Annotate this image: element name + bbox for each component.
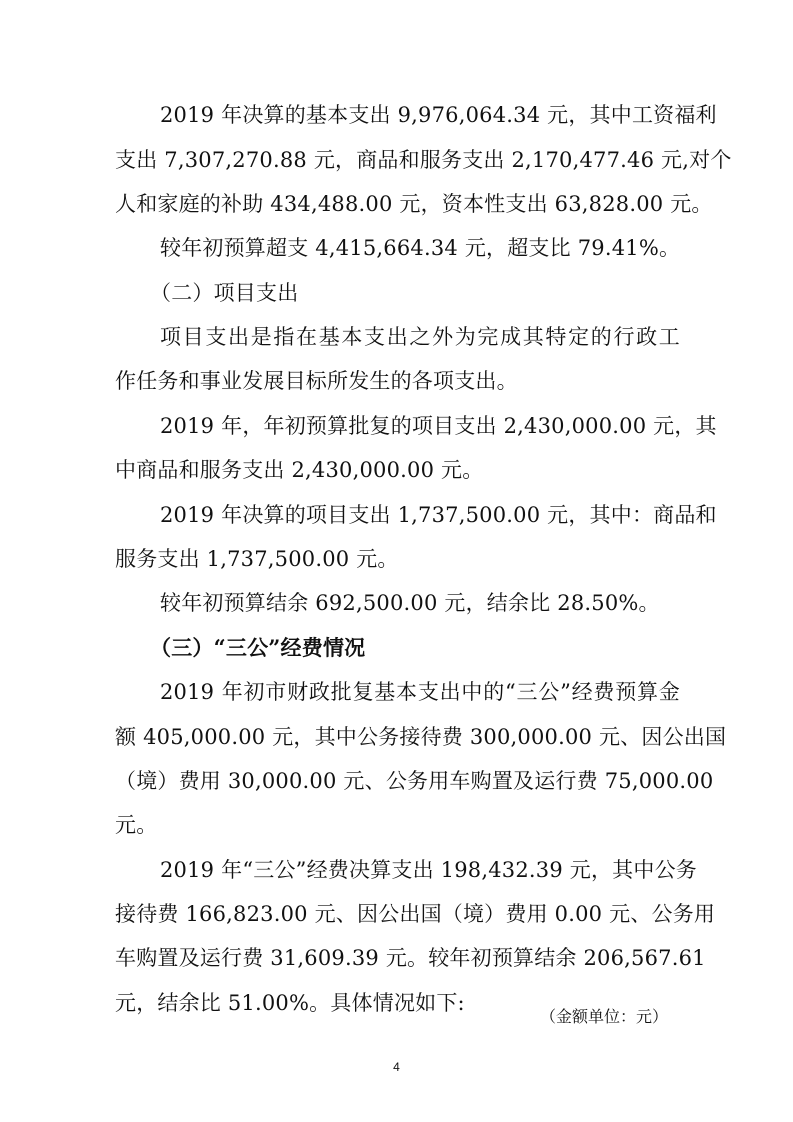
paragraph-overspend: 较年初预算超支 4,415,664.34 元，超支比 79.41%。 bbox=[160, 236, 681, 260]
page-number: 4 bbox=[393, 1060, 400, 1074]
paragraph-three-public-final-line-1: 2019 年“三公”经费决算支出 198,432.39 元，其中公务 bbox=[160, 858, 697, 882]
section-heading-three-public-expenses: （三）“三公”经费情况 bbox=[150, 635, 366, 660]
paragraph-basic-expenditure-line-1: 2019 年决算的基本支出 9,976,064.34 元，其中工资福利 bbox=[160, 103, 717, 127]
paragraph-project-surplus: 较年初预算结余 692,500.00 元，结余比 28.50%。 bbox=[160, 591, 660, 615]
paragraph-three-public-final-line-3: 车购置及运行费 31,609.39 元。较年初预算结余 206,567.61 bbox=[115, 946, 706, 970]
paragraph-project-definition-line-1: 项目支出是指在基本支出之外为完成其特定的行政工 bbox=[160, 325, 680, 349]
paragraph-basic-expenditure-line-3: 人和家庭的补助 434,488.00 元，资本性支出 63,828.00 元。 bbox=[115, 192, 713, 216]
paragraph-basic-expenditure-line-2: 支出 7,307,270.88 元，商品和服务支出 2,170,477.46 元,对个 bbox=[115, 148, 732, 172]
paragraph-project-final-line-2: 服务支出 1,737,500.00 元。 bbox=[115, 547, 399, 571]
paragraph-three-public-budget-line-4: 元。 bbox=[115, 813, 158, 837]
section-heading-project-expenditure: （二）项目支出 bbox=[150, 281, 299, 305]
paragraph-three-public-budget-line-2: 额 405,000.00 元，其中公务接待费 300,000.00 元、因公出国 bbox=[115, 725, 727, 749]
paragraph-three-public-budget-line-3: （境）费用 30,000.00 元、公务用车购置及运行费 75,000.00 bbox=[115, 769, 714, 793]
paragraph-project-definition-line-2: 作任务和事业发展目标所发生的各项支出。 bbox=[115, 369, 518, 393]
paragraph-three-public-final-line-4: 元，结余比 51.00%。具体情况如下: bbox=[115, 991, 465, 1015]
unit-note: （金额单位：元） bbox=[540, 1007, 669, 1026]
paragraph-three-public-final-line-2: 接待费 166,823.00 元、因公出国（境）费用 0.00 元、公务用 bbox=[115, 902, 716, 926]
paragraph-project-budget-line-2: 中商品和服务支出 2,430,000.00 元。 bbox=[115, 458, 484, 482]
paragraph-three-public-budget-line-1: 2019 年初市财政批复基本支出中的“三公”经费预算金 bbox=[160, 680, 680, 704]
paragraph-project-budget-line-1: 2019 年，年初预算批复的项目支出 2,430,000.00 元，其 bbox=[160, 414, 717, 438]
paragraph-project-final-line-1: 2019 年决算的项目支出 1,737,500.00 元，其中：商品和 bbox=[160, 503, 717, 527]
